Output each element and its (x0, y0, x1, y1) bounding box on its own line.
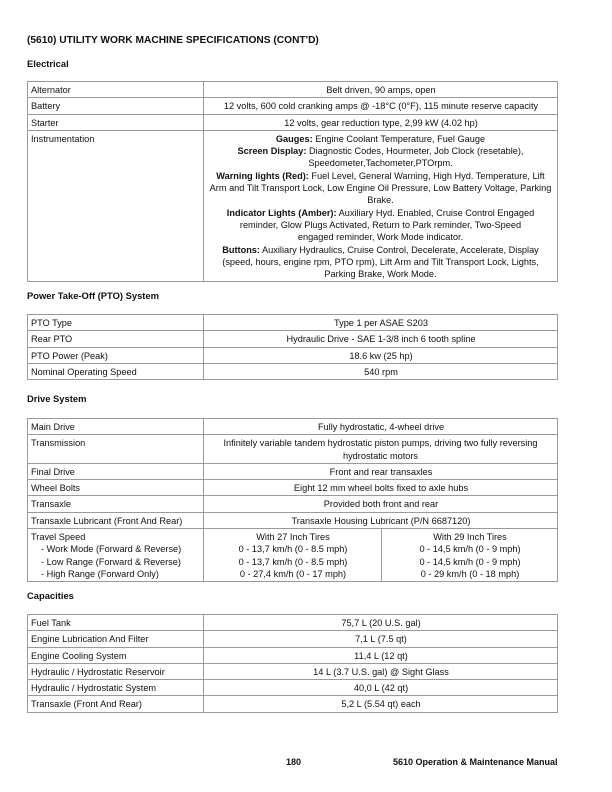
section-title-electrical: Electrical (27, 58, 69, 69)
table-row (28, 114, 558, 130)
table-row (28, 130, 558, 282)
row-value: 40,0 L (42 qt) (204, 680, 558, 696)
row-value: Belt driven, 90 amps, open (204, 82, 558, 98)
table-row (28, 680, 558, 696)
instrumentation-value (204, 130, 558, 282)
speed-value: 0 - 27,4 km/h (0 - 17 mph) (239, 568, 347, 579)
row-value: Front and rear transaxles (204, 463, 558, 479)
speed-value: 0 - 13,7 km/h (0 - 8.5 mph) (238, 544, 348, 555)
row-label: Hydraulic / Hydrostatic System (28, 680, 204, 696)
tires-27-header: With 27 Inch Tires (256, 532, 330, 543)
tires-27-cell (204, 529, 382, 582)
row-value: 7,1 L (7.5 qt) (204, 631, 558, 647)
row-value: Fully hydrostatic, 4-wheel drive (204, 419, 558, 435)
manual-title: 5610 Operation & Maintenance Manual (393, 757, 558, 767)
row-value: Eight 12 mm wheel bolts fixed to axle hubs (204, 480, 558, 496)
indicator-lights-label: Indicator Lights (Amber): (226, 207, 337, 218)
electrical-table (27, 81, 558, 282)
row-label: Hydraulic / Hydrostatic Reservoir (28, 663, 204, 679)
mode-label: - High Range (Forward Only) (41, 568, 159, 579)
row-label: Nominal Operating Speed (28, 363, 204, 379)
row-value: 12 volts, 600 cold cranking amps @ -18°C (0°F), 115 minute reserve capacity (204, 98, 558, 114)
table-row (28, 631, 558, 647)
warning-lights-label: Warning lights (Red): (216, 170, 309, 181)
table-row (28, 663, 558, 679)
page-number: 180 (286, 757, 302, 767)
row-label: Alternator (28, 82, 204, 98)
speed-value: 0 - 13,7 km/h (0 - 8.5 mph) (238, 556, 348, 567)
gauges-label: Gauges: (275, 133, 313, 144)
row-label: Transaxle (Front And Rear) (28, 696, 204, 712)
section-title-capacities: Capacities (27, 590, 74, 601)
row-value: Hydraulic Drive - SAE 1-3/8 inch 6 tooth spline (204, 331, 558, 347)
row-label: PTO Power (Peak) (28, 347, 204, 363)
drive-table (27, 418, 558, 582)
speed-value: 0 - 14,5 km/h (0 - 9 mph) (419, 556, 521, 567)
mode-label: - Low Range (Forward & Reverse) (41, 556, 181, 567)
table-row (28, 347, 558, 363)
table-row (28, 696, 558, 712)
table-row (28, 82, 558, 98)
row-label: Main Drive (28, 419, 204, 435)
row-value: 12 volts, gear reduction type, 2,99 kW (4.02 hp) (204, 114, 558, 130)
section-title-drive: Drive System (27, 393, 87, 404)
travel-speed-row (28, 529, 558, 582)
row-value: Type 1 per ASAE S203 (204, 315, 558, 331)
table-row (28, 647, 558, 663)
table-row (28, 419, 558, 435)
row-value: Transaxle Housing Lubricant (P/N 6687120) (204, 512, 558, 528)
row-value: 11,4 L (12 qt) (204, 647, 558, 663)
row-value: Provided both front and rear (204, 496, 558, 512)
row-label: Transaxle (28, 496, 204, 512)
row-label: PTO Type (28, 315, 204, 331)
row-label: Final Drive (28, 463, 204, 479)
row-value: 18.6 kw (25 hp) (204, 347, 558, 363)
row-label: Wheel Bolts (28, 480, 204, 496)
page-title: (5610) UTILITY WORK MACHINE SPECIFICATIONS (CONT'D) (27, 35, 319, 46)
buttons-label: Buttons: (222, 244, 260, 255)
screen-display-line: Screen Display: Diagnostic Codes, Hourmeter, Job Clock (resetable), Speedometer,Tachometer,PTOrpm. (237, 146, 524, 169)
row-value: 5,2 L (5.54 qt) each (204, 696, 558, 712)
pto-table (27, 314, 558, 380)
gauges-line: Gauges: Engine Coolant Temperature, Fuel Gauge (275, 133, 486, 144)
row-value: 540 rpm (204, 363, 558, 379)
travel-speed-label: Travel Speed (31, 532, 86, 543)
tires-29-header: With 29 Inch Tires (433, 532, 507, 543)
row-label: Rear PTO (28, 331, 204, 347)
mode-label: - Work Mode (Forward & Reverse) (41, 544, 182, 555)
row-label: Engine Lubrication And Filter (28, 631, 204, 647)
row-value: 75,7 L (20 U.S. gal) (204, 615, 558, 631)
indicator-lights-line: Indicator Lights (Amber): Auxiliary Hyd. Enabled, Cruise Control Engaged reminder, Glow Plugs Activated, Return to Park reminder, Two-Speed engaged reminder, Work Mode indicator. (226, 207, 535, 243)
table-row (28, 98, 558, 114)
table-row (28, 512, 558, 528)
buttons-line: Buttons: Auxiliary Hydraulics, Cruise Control, Decelerate, Accelerate, Display (speed, hours, engine rpm, PTO rpm), Lift Arm and Tilt Transport Lock, Lights, Parking Brake, Work Mode. (222, 244, 539, 280)
table-row (28, 331, 558, 347)
row-value: Infinitely variable tandem hydrostatic piston pumps, driving two fully reversing hydrostatic motors (204, 435, 558, 464)
warning-lights-line: Warning lights (Red): Fuel Level, General Warning, High Hyd. Temperature, Lift Arm and Tilt Transport Lock, Low Engine Oil Pressure, Low Battery Voltage, Parking Brake. (209, 170, 552, 206)
row-value: 14 L (3.7 U.S. gal) @ Sight Glass (204, 663, 558, 679)
row-label: Starter (28, 114, 204, 130)
capacities-table (27, 614, 558, 713)
table-row (28, 315, 558, 331)
row-label: Transaxle Lubricant (Front And Rear) (28, 512, 204, 528)
tires-29-cell (382, 529, 558, 582)
table-row (28, 496, 558, 512)
table-row (28, 363, 558, 379)
table-row (28, 615, 558, 631)
row-label: Battery (28, 98, 204, 114)
row-label: Fuel Tank (28, 615, 204, 631)
row-label: Engine Cooling System (28, 647, 204, 663)
screen-display-label: Screen Display: (237, 146, 307, 157)
row-label: Instrumentation (28, 130, 204, 282)
section-title-pto: Power Take-Off (PTO) System (27, 290, 159, 301)
speed-value: 0 - 14,5 km/h (0 - 9 mph) (419, 544, 521, 555)
row-label: Transmission (28, 435, 204, 464)
travel-speed-label-cell (28, 529, 204, 582)
table-row (28, 480, 558, 496)
table-row (28, 463, 558, 479)
table-row (28, 435, 558, 464)
speed-value: 0 - 29 km/h (0 - 18 mph) (420, 568, 520, 579)
